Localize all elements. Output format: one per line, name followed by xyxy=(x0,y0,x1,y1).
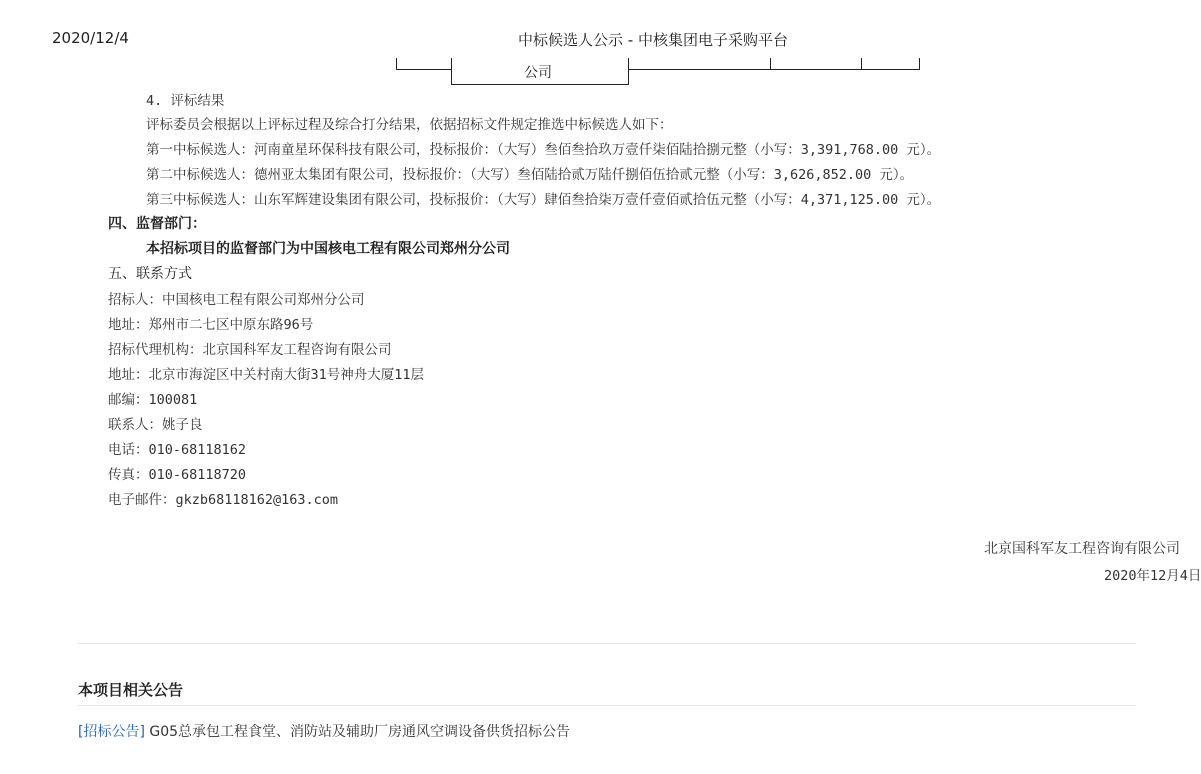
candidate-3: 第三中标候选人：山东军辉建设集团有限公司，投标报价：（大写）肆佰叁拾柒万壹仟壹佰贰拾伍元整（小写：4,371,125.00 元）。 xyxy=(146,192,941,208)
signature-org: 北京国科军友工程咨询有限公司 xyxy=(984,541,1180,557)
table-cell-company: 公司 xyxy=(524,65,552,81)
content-divider xyxy=(78,643,1136,644)
print-date: 2020/12/4 xyxy=(52,29,129,47)
candidate-1: 第一中标候选人：河南童星环保科技有限公司，投标报价：（大写）叁佰叁拾玖万壹仟柒佰陆拾捌元整（小写：3,391,768.00 元）。 xyxy=(146,142,941,158)
related-divider xyxy=(78,705,1136,706)
page-title: 中标候选人公示 - 中核集团电子采购平台 xyxy=(518,31,788,49)
candidate-2: 第二中标候选人：德州亚太集团有限公司，投标报价：（大写）叁佰陆拾贰万陆仟捌佰伍拾贰元整（小写：3,626,852.00 元）。 xyxy=(146,167,914,183)
contact-fax: 传真：010-68118720 xyxy=(108,467,247,483)
contact-address-2: 地址：北京市海淀区中关村南大街31号神舟大厦11层 xyxy=(108,367,425,383)
evaluation-heading: 4. 评标结果 xyxy=(146,93,225,109)
supervision-text: 本招标项目的监督部门为中国核电工程有限公司郑州分公司 xyxy=(146,241,510,257)
related-item[interactable] xyxy=(78,721,570,741)
related-item-link[interactable]: G05总承包工程食堂、消防站及辅助厂房通风空调设备供货招标公告 xyxy=(149,724,571,740)
signature-date-clip xyxy=(1104,564,1201,586)
contact-agency: 招标代理机构：北京国科军友工程咨询有限公司 xyxy=(108,342,392,358)
signature-org-clip xyxy=(984,538,1180,560)
related-section-title: 本项目相关公告 xyxy=(78,681,184,699)
contact-email: 电子邮件：gkzb68118162@163.com xyxy=(108,492,339,508)
supervision-heading: 四、监督部门： xyxy=(108,216,206,232)
contact-phone: 电话：010-68118162 xyxy=(108,442,247,458)
signature-date: 2020年12月4日 xyxy=(1104,568,1201,584)
contact-address-1: 地址：郑州市二七区中原东路96号 xyxy=(108,317,314,333)
related-item-tag[interactable]: [招标公告] xyxy=(78,724,145,740)
contact-person: 联系人：姚子良 xyxy=(108,417,203,433)
contact-postcode: 邮编：100081 xyxy=(108,392,198,408)
contact-tenderer: 招标人：中国核电工程有限公司郑州分公司 xyxy=(108,292,365,308)
contact-heading: 五、联系方式 xyxy=(108,266,192,282)
evaluation-intro: 评标委员会根据以上评标过程及综合打分结果，依据招标文件规定推选中标候选人如下： xyxy=(146,117,673,133)
